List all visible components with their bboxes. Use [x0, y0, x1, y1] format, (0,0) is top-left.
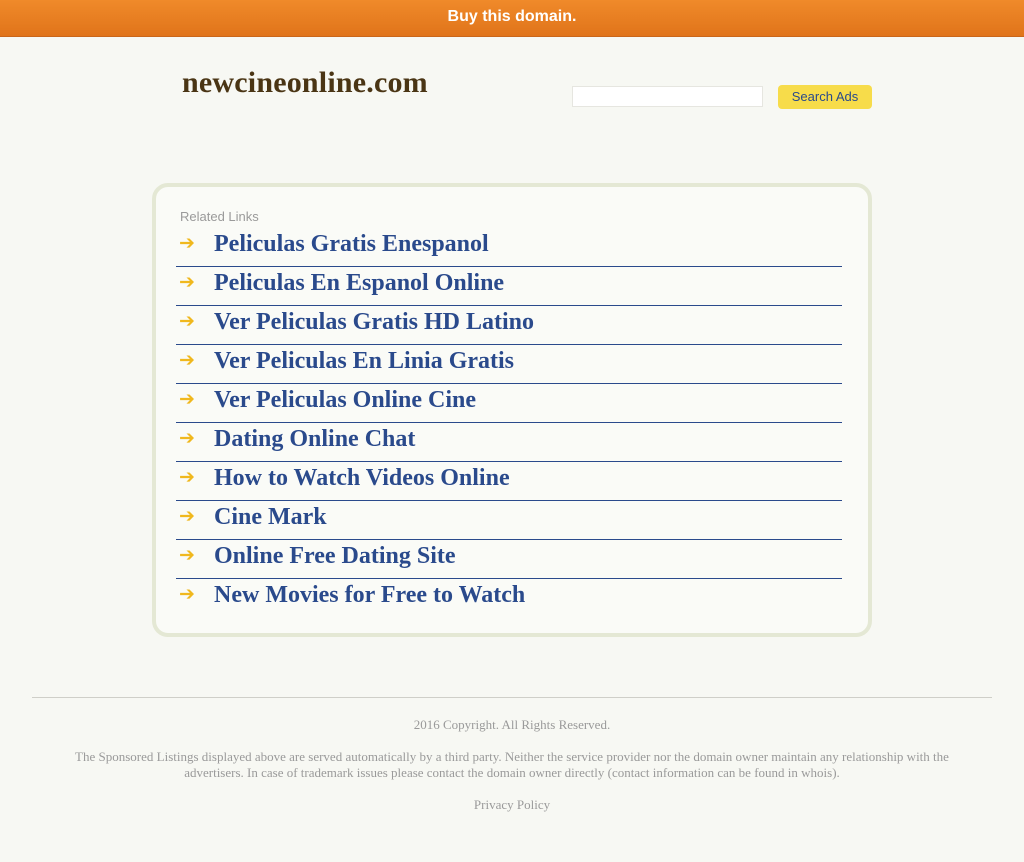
- arrow-right-icon: ➔: [179, 388, 195, 410]
- buy-domain-link[interactable]: Buy this domain.: [447, 8, 577, 25]
- related-link[interactable]: Ver Peliculas Gratis HD Latino: [214, 309, 534, 335]
- related-link[interactable]: Dating Online Chat: [214, 426, 416, 452]
- domain-title: newcineonline.com: [182, 66, 428, 99]
- footer-divider: [32, 697, 992, 698]
- disclaimer-text: The Sponsored Listings displayed above are served automatically by a third party. Neither the service provider nor the domain owner maintain any relationship with the advertisers. In case of trademark issues please contact the domain owner directly (contact information can be found in whois).: [75, 749, 949, 780]
- related-link-row[interactable]: [176, 540, 842, 579]
- related-link[interactable]: Peliculas En Espanol Online: [214, 270, 505, 296]
- arrow-right-icon: ➔: [179, 466, 195, 488]
- related-link-row[interactable]: [176, 462, 842, 501]
- arrow-right-icon: ➔: [179, 427, 195, 449]
- related-link[interactable]: Cine Mark: [214, 504, 327, 530]
- buy-domain-bar: [0, 0, 1024, 37]
- arrow-right-icon: ➔: [179, 349, 195, 371]
- related-link[interactable]: Peliculas Gratis Enespanol: [214, 231, 489, 257]
- search-input[interactable]: [572, 86, 763, 107]
- related-link-row[interactable]: [176, 423, 842, 462]
- related-link-row[interactable]: [176, 228, 842, 267]
- arrow-right-icon: ➔: [179, 310, 195, 332]
- search-ads-button[interactable]: Search Ads: [778, 85, 872, 109]
- related-link[interactable]: How to Watch Videos Online: [214, 465, 510, 491]
- related-links-panel: [152, 183, 872, 637]
- related-link[interactable]: Ver Peliculas En Linia Gratis: [214, 348, 515, 374]
- related-link-row[interactable]: [176, 267, 842, 306]
- arrow-right-icon: ➔: [179, 232, 195, 254]
- related-link-row[interactable]: [176, 306, 842, 345]
- related-link-row[interactable]: [176, 384, 842, 423]
- related-link-row[interactable]: [176, 345, 842, 384]
- related-link-row[interactable]: [176, 579, 842, 617]
- related-links-list: [176, 228, 842, 617]
- related-links-label: Related Links: [180, 209, 259, 224]
- arrow-right-icon: ➔: [179, 583, 195, 605]
- related-link[interactable]: Online Free Dating Site: [214, 543, 456, 569]
- arrow-right-icon: ➔: [179, 271, 195, 293]
- related-link[interactable]: New Movies for Free to Watch: [214, 582, 526, 608]
- arrow-right-icon: ➔: [179, 544, 195, 566]
- related-link-row[interactable]: [176, 501, 842, 540]
- related-link[interactable]: Ver Peliculas Online Cine: [214, 387, 477, 413]
- arrow-right-icon: ➔: [179, 505, 195, 527]
- privacy-policy-link[interactable]: Privacy Policy: [473, 797, 551, 812]
- copyright-text: 2016 Copyright. All Rights Reserved.: [413, 717, 611, 732]
